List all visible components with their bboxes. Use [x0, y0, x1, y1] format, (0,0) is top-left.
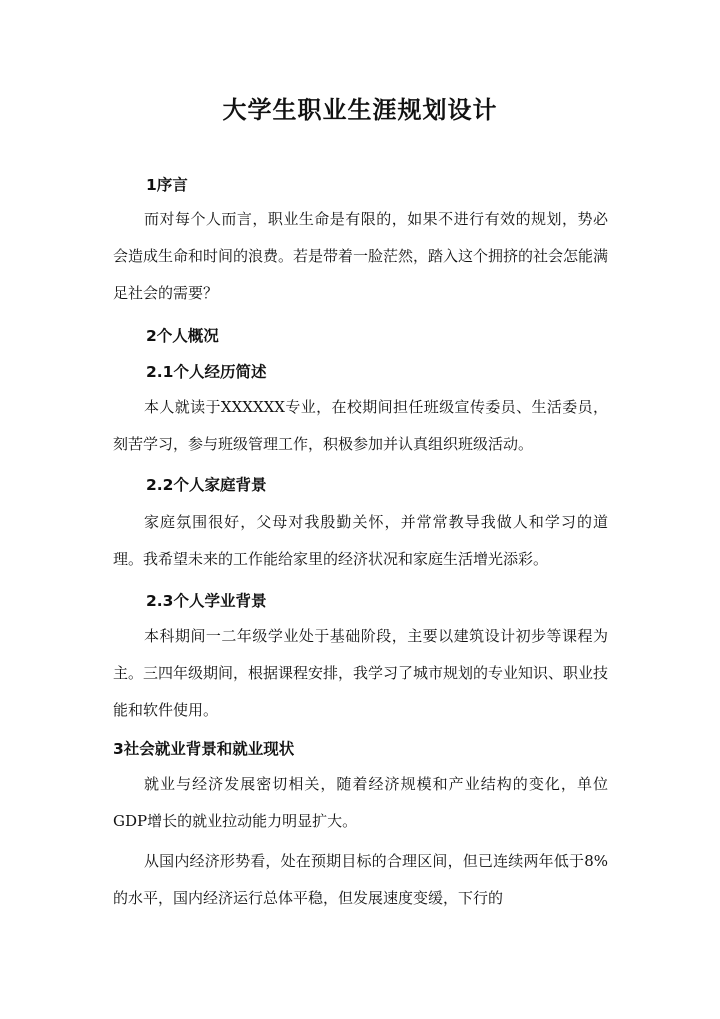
paragraph-employment-1: 就业与经济发展密切相关，随着经济规模和产业结构的变化，单位GDP增长的就业拉动能力明显扩大。: [113, 775, 608, 830]
paragraph-academic: 本科期间一二年级学业处于基础阶段，主要以建筑设计初步等课程为主。三四年级期间，根据课程安排，我学习了城市规划的专业知识、职业技能和软件使用。: [113, 627, 609, 719]
heading-employment: 3社会就业背景和就业现状: [113, 740, 295, 758]
heading-preface: 1序言: [146, 176, 188, 194]
paragraph-employment-2: 从国内经济形势看，处在预期目标的合理区间，但已连续两年低于8%的水平，国内经济运行总体平稳，但发展速度变缓，下行的: [113, 852, 608, 907]
heading-family: 2.2个人家庭背景: [146, 476, 267, 494]
paragraph-family: 家庭氛围很好，父母对我殷勤关怀，并常常教导我做人和学习的道理。我希望未来的工作能给家里的经济状况和家庭生活增光添彩。: [113, 513, 608, 568]
paragraph-preface: 而对每个人而言，职业生命是有限的，如果不进行有效的规划，势必会造成生命和时间的浪费。若是带着一脸茫然，踏入这个拥挤的社会怎能满足社会的需要？: [113, 210, 609, 302]
paragraph-experience: 本人就读于XXXXXX专业，在校期间担任班级宣传委员、生活委员，刻苦学习，参与班级管理工作，积极参加并认真组织班级活动。: [113, 398, 608, 453]
heading-overview: 2个人概况: [146, 327, 219, 345]
heading-experience: 2.1个人经历简述: [146, 363, 267, 381]
heading-academic: 2.3个人学业背景: [146, 592, 267, 610]
document-title: 大学生职业生涯规划设计: [222, 96, 498, 124]
